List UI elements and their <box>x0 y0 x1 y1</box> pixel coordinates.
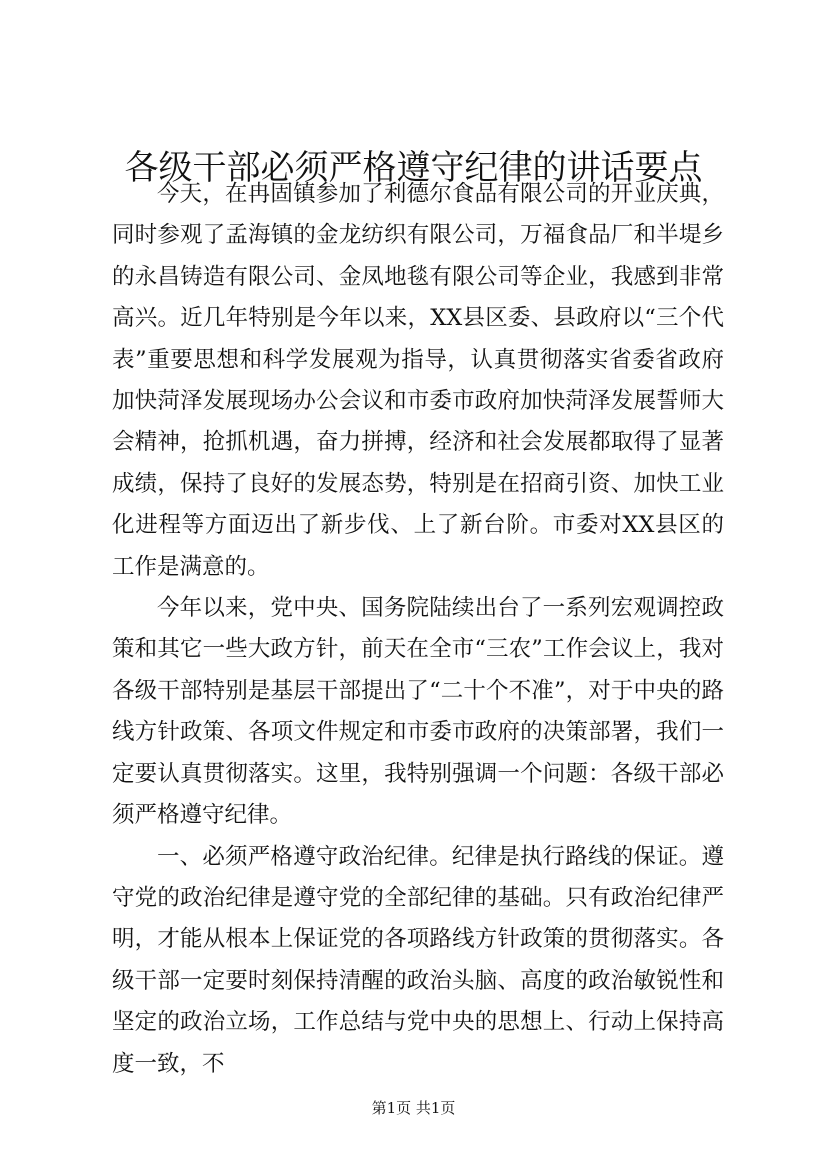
paragraph-1: 今天，在冉固镇参加了利德尔食品有限公司的开业庆典，同时参观了孟海镇的金龙纺织有限公司，万福食品厂和半堤乡的永昌铸造有限公司、金凤地毯有限公司等企业，我感到非常高兴。近几年特别是今年以来，XX县区委、县政府以“三个代表”重要思想和科学发展观为指导，认真贯彻落实省委省政府加快菏泽发展现场办公会议和市委市政府加快菏泽发展誓师大会精神，抢抓机遇，奋力拼搏，经济和社会发展都取得了显著成绩，保持了良好的发展态势，特别是在招商引资、加快工业化进程等方面迈出了新步伐、上了新台阶。市委对XX县区的工作是满意的。 <box>112 181 724 580</box>
page-footer: 第1页 共1页 <box>371 1099 456 1117</box>
document-body <box>112 174 724 1085</box>
paragraph-2: 今年以来，党中央、国务院陆续出台了一系列宏观调控政策和其它一些大政方针，前天在全市“三农”工作会议上，我对各级干部特别是基层干部提出了“二十个不准”，对于中央的路线方针政策、各项文件规定和市委市政府的决策部署，我们一定要认真贯彻落实。这里，我特别强调一个问题：各级干部必须严格遵守纪律。 <box>112 595 724 829</box>
paragraph-3: 一、必须严格遵守政治纪律。纪律是执行路线的保证。遵守党的政治纪律是遵守党的全部纪律的基础。只有政治纪律严明，才能从根本上保证党的各项路线方针政策的贯彻落实。各级干部一定要时刻保持清醒的政治头脑、高度的政治敏锐性和坚定的政治立场，工作总结与党中央的思想上、行动上保持高度一致，不 <box>112 843 724 1077</box>
document-title: 各级干部必须严格遵守纪律的讲话要点 <box>124 148 703 188</box>
